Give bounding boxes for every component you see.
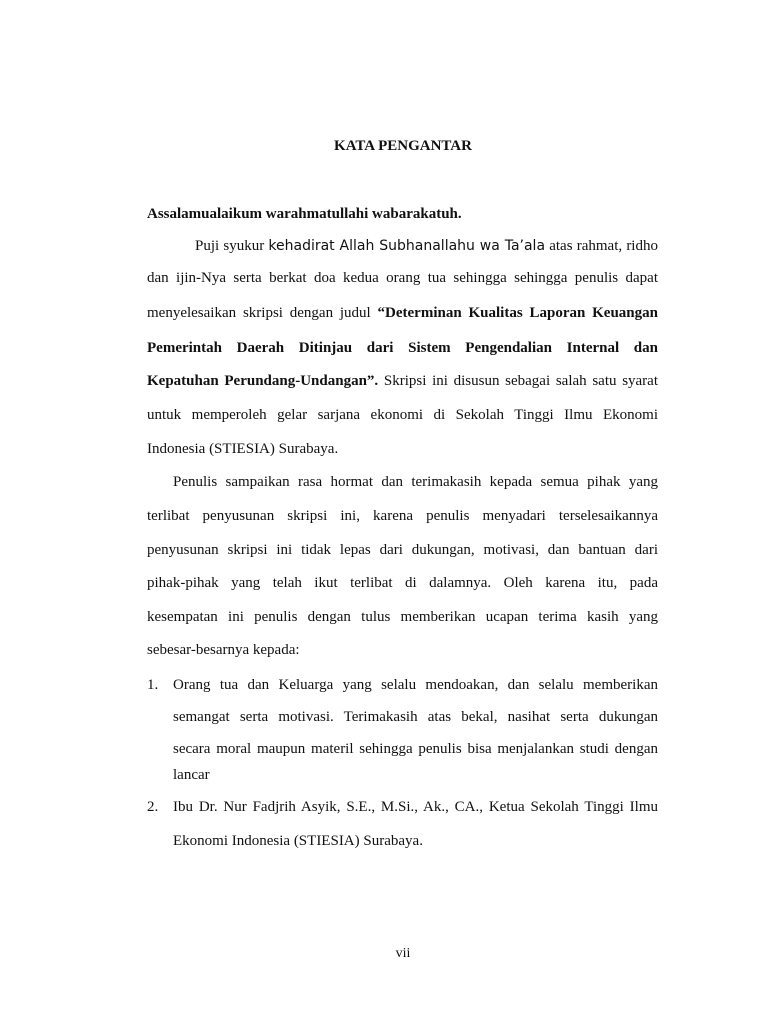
paragraph-2-line-3: penyusunan skripsi ini tidak lepas dari dukungan, motivasi, dan bantuan dari [147, 542, 658, 558]
paragraph-1-line-6: untuk memperoleh gelar sarjana ekonomi di Sekolah Tinggi Ilmu Ekonomi [147, 407, 658, 423]
list-item-number: 1. [147, 677, 159, 693]
paragraph-1-line-1 [195, 237, 658, 255]
paragraph-2-line-5: kesempatan ini penulis dengan tulus memberikan ucapan terima kasih yang [147, 609, 658, 625]
paragraph-1-line-7: Indonesia (STIESIA) Surabaya. [147, 441, 339, 457]
thesis-title-part-2: Pemerintah Daerah Ditinjau dari Sistem Pengendalian Internal dan [147, 340, 658, 356]
paragraph-1-line-2: dan ijin-Nya serta berkat doa kedua orang tua sehingga sehingga penulis dapat [147, 270, 658, 286]
paragraph-2-line-2: terlibat penyusunan skripsi ini, karena penulis menyadari terselesaikannya [147, 508, 658, 524]
paragraph-1-line-3 [147, 304, 658, 322]
list-item-line: semangat serta motivasi. Terimakasih atas bekal, nasihat serta dukungan [173, 709, 658, 725]
paragraph-2-line-4: pihak-pihak yang telah ikut terlibat di dalamnya. Oleh karena itu, pada [147, 575, 658, 591]
page-title: KATA PENGANTAR [334, 138, 472, 154]
thesis-title-part-3: Kepatuhan Perundang-Undangan”. [147, 373, 379, 389]
paragraph-2-line-6: sebesar-besarnya kepada: [147, 642, 300, 658]
list-item-line: Orang tua dan Keluarga yang selalu mendoakan, dan selalu memberikan [173, 677, 658, 693]
text-run-sans: kehadirat Allah Subhanallahu wa Ta’ala [268, 238, 546, 254]
text-run: Puji syukur [195, 238, 269, 254]
paragraph-1-line-5 [147, 372, 658, 390]
list-item-line: Ibu Dr. Nur Fadjrih Asyik, S.E., M.Si., Ak., CA., Ketua Sekolah Tinggi Ilmu [173, 799, 658, 815]
list-item-line: secara moral maupun materil sehingga penulis bisa menjalankan studi dengan [173, 741, 658, 757]
greeting: Assalamualaikum warahmatullahi wabarakatuh. [147, 206, 462, 222]
list-item-line: Ekonomi Indonesia (STIESIA) Surabaya. [173, 833, 423, 849]
paragraph-2-line-1: Penulis sampaikan rasa hormat dan terimakasih kepada semua pihak yang [173, 474, 658, 490]
text-run: menyelesaikan skripsi dengan judul [147, 305, 378, 321]
list-item-line: lancar [173, 767, 210, 783]
text-run: Skripsi ini disusun sebagai salah satu syarat [378, 373, 659, 389]
page-number: vii [395, 946, 411, 961]
text-run: atas rahmat, ridho [545, 238, 658, 254]
list-item-number: 2. [147, 799, 159, 815]
thesis-title-part-1: “Determinan Kualitas Laporan Keuangan [377, 305, 658, 321]
